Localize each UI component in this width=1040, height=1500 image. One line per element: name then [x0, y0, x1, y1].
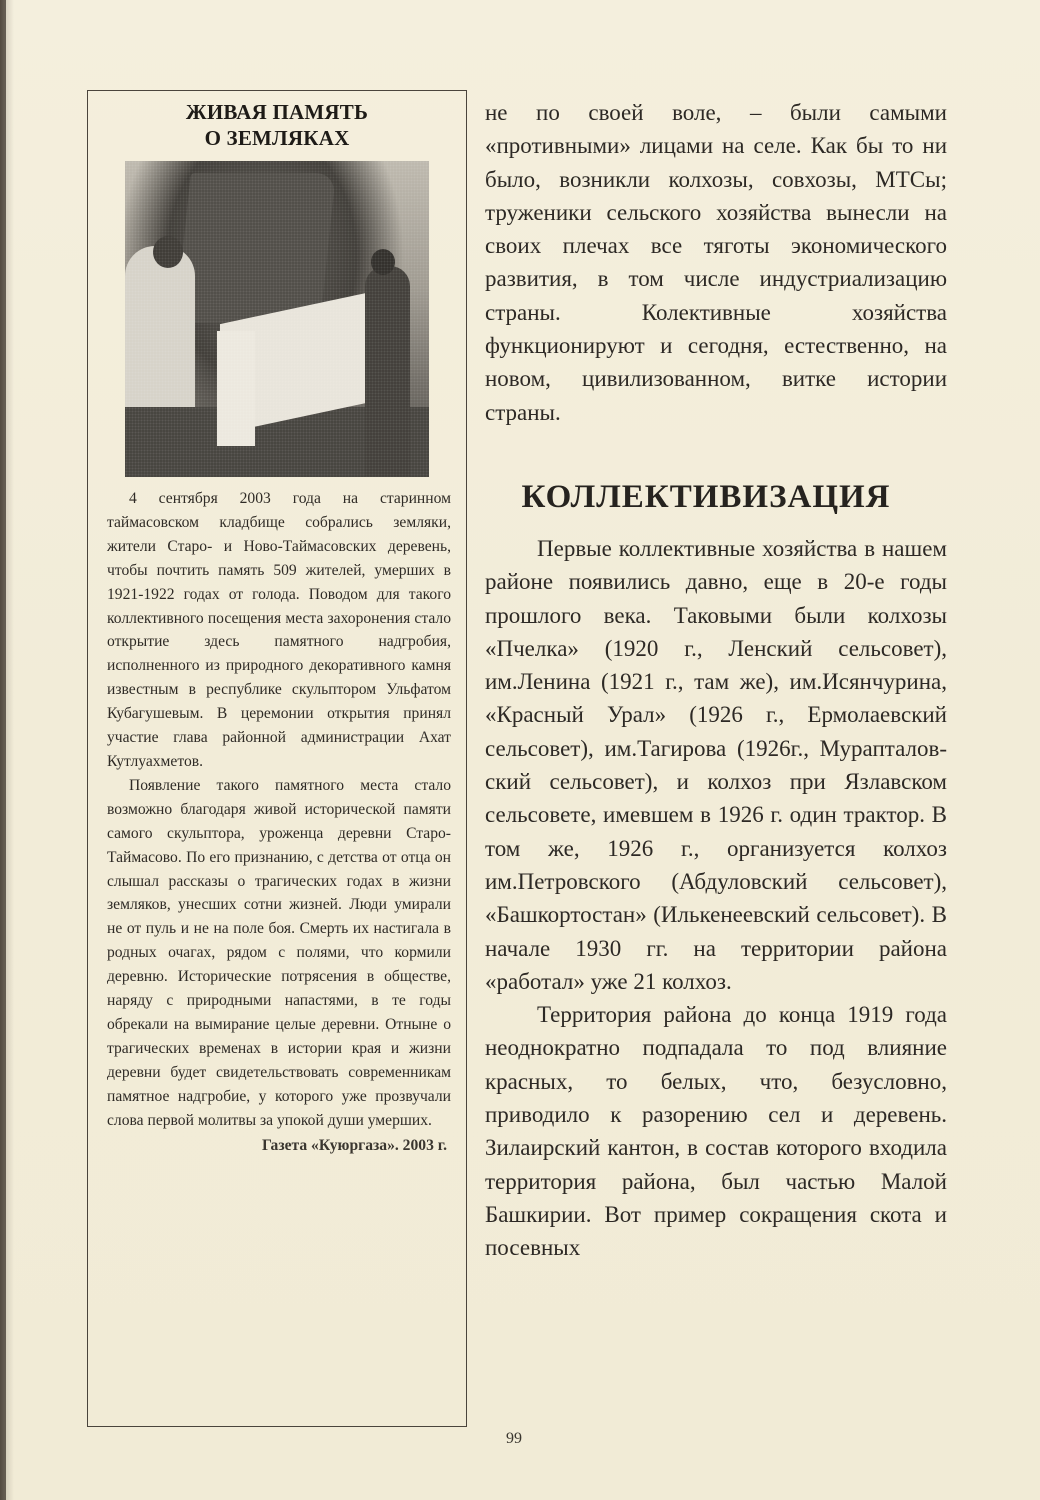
sidebar-article [107, 487, 451, 1158]
sidebar-title-line-2: О ЗЕМЛЯКАХ [204, 126, 350, 150]
section-heading: КОЛЛЕКТИВИЗАЦИЯ [521, 478, 891, 515]
photo-halftone [125, 161, 429, 477]
page-binding-edge [0, 0, 6, 1500]
sidebar-paragraph: Появление такого памятного места стало возможно благодаря живой исторической памяти самого скульптора, уроженца деревни Старо-Таймасово. По его признанию, с детства от отца он слышал рассказы о трагических годах в жизни земляков, унесших сотни жизней. Люди умирали не от пуль и не на поле боя. Смерть их настигала в родных очагах, рядом с полями, что кормили деревню. Исторические потрясения в обществе, наряду с природными напастями, в те годы обрекали на вымирание целые деревни. Отныне о трагических временах в истории края и жизни деревни будет свидетельствовать современникам памятное надгробие, у которого уже прозвучали слова первой молитвы за упокой души умерших. [107, 776, 451, 1129]
sidebar-box [87, 90, 467, 1427]
page-number: 99 [506, 1430, 522, 1447]
body-paragraph: Территория района до конца 1919 года неоднократно подпадала то под влияние красных, то белых, что, безусловно, приводило к разорению сел и деревень. Зилаирский кантон, в состав которого входила территория района, был частью Малой Башкирии. Вот пример сокращения скота и посевных [485, 1002, 947, 1261]
sidebar-title-line-1: ЖИВАЯ ПАМЯТЬ [185, 100, 369, 124]
intro-paragraph: не по своей воле, – были самыми «противными» лицами на селе. Как бы то ни было, возникли колхозы, совхозы, МТСы; труженики сельского хозяйства вынесли на своих плечах все тяготы экономического развития, в том числе индустриализацию страны. Колективные хозяйства функционируют и сегодня, естественно, на новом, цивилизованном, витке истории страны. [485, 100, 947, 425]
main-column [485, 96, 947, 1265]
memorial-photo [125, 161, 429, 477]
body-paragraph: Первые коллективные хозяйства в нашем районе появились давно, еще в 20-е годы прошлого века. Таковыми были колхозы «Пчелка» (1920 г., Ленский сельсовет), им.Ленина (1921 г., там же), им.Исянчурина, «Красный Урал» (1926 г., Ермолаевский сельсовет), им.Тагирова (1926г., Мурапталов-ский сельсовет), и колхоз при Язлавском сельсовете, имевшем в 1926 г. один трактор. В том же, 1926 г., организуется колхоз им.Петровского (Абдуловский сельсовет), «Башкортостан» (Илькенеевский сельсовет). В начале 1930 гг. на территории района «работал» уже 21 колхоз. [485, 535, 947, 994]
sidebar-paragraph: 4 сентября 2003 года на старинном таймасовском кладбище собрались земляки, жители Старо- и Ново-Таймасовских деревень, чтобы почтить память 509 жителей, умерших в 1921-1922 годах от голода. Поводом для такого коллективного посещения места захоронения стало открытие здесь памятного надгробия, исполненного из природного декоративного камня известным в республике скульптором Ульфатом Кубагушевым. В церемонии открытия принял участие глава районной администрации Ахат Кутлуахметов. [107, 490, 451, 770]
sidebar-source: Газета «Куюргаза». 2003 г. [261, 1137, 447, 1155]
sidebar-title [88, 99, 466, 151]
